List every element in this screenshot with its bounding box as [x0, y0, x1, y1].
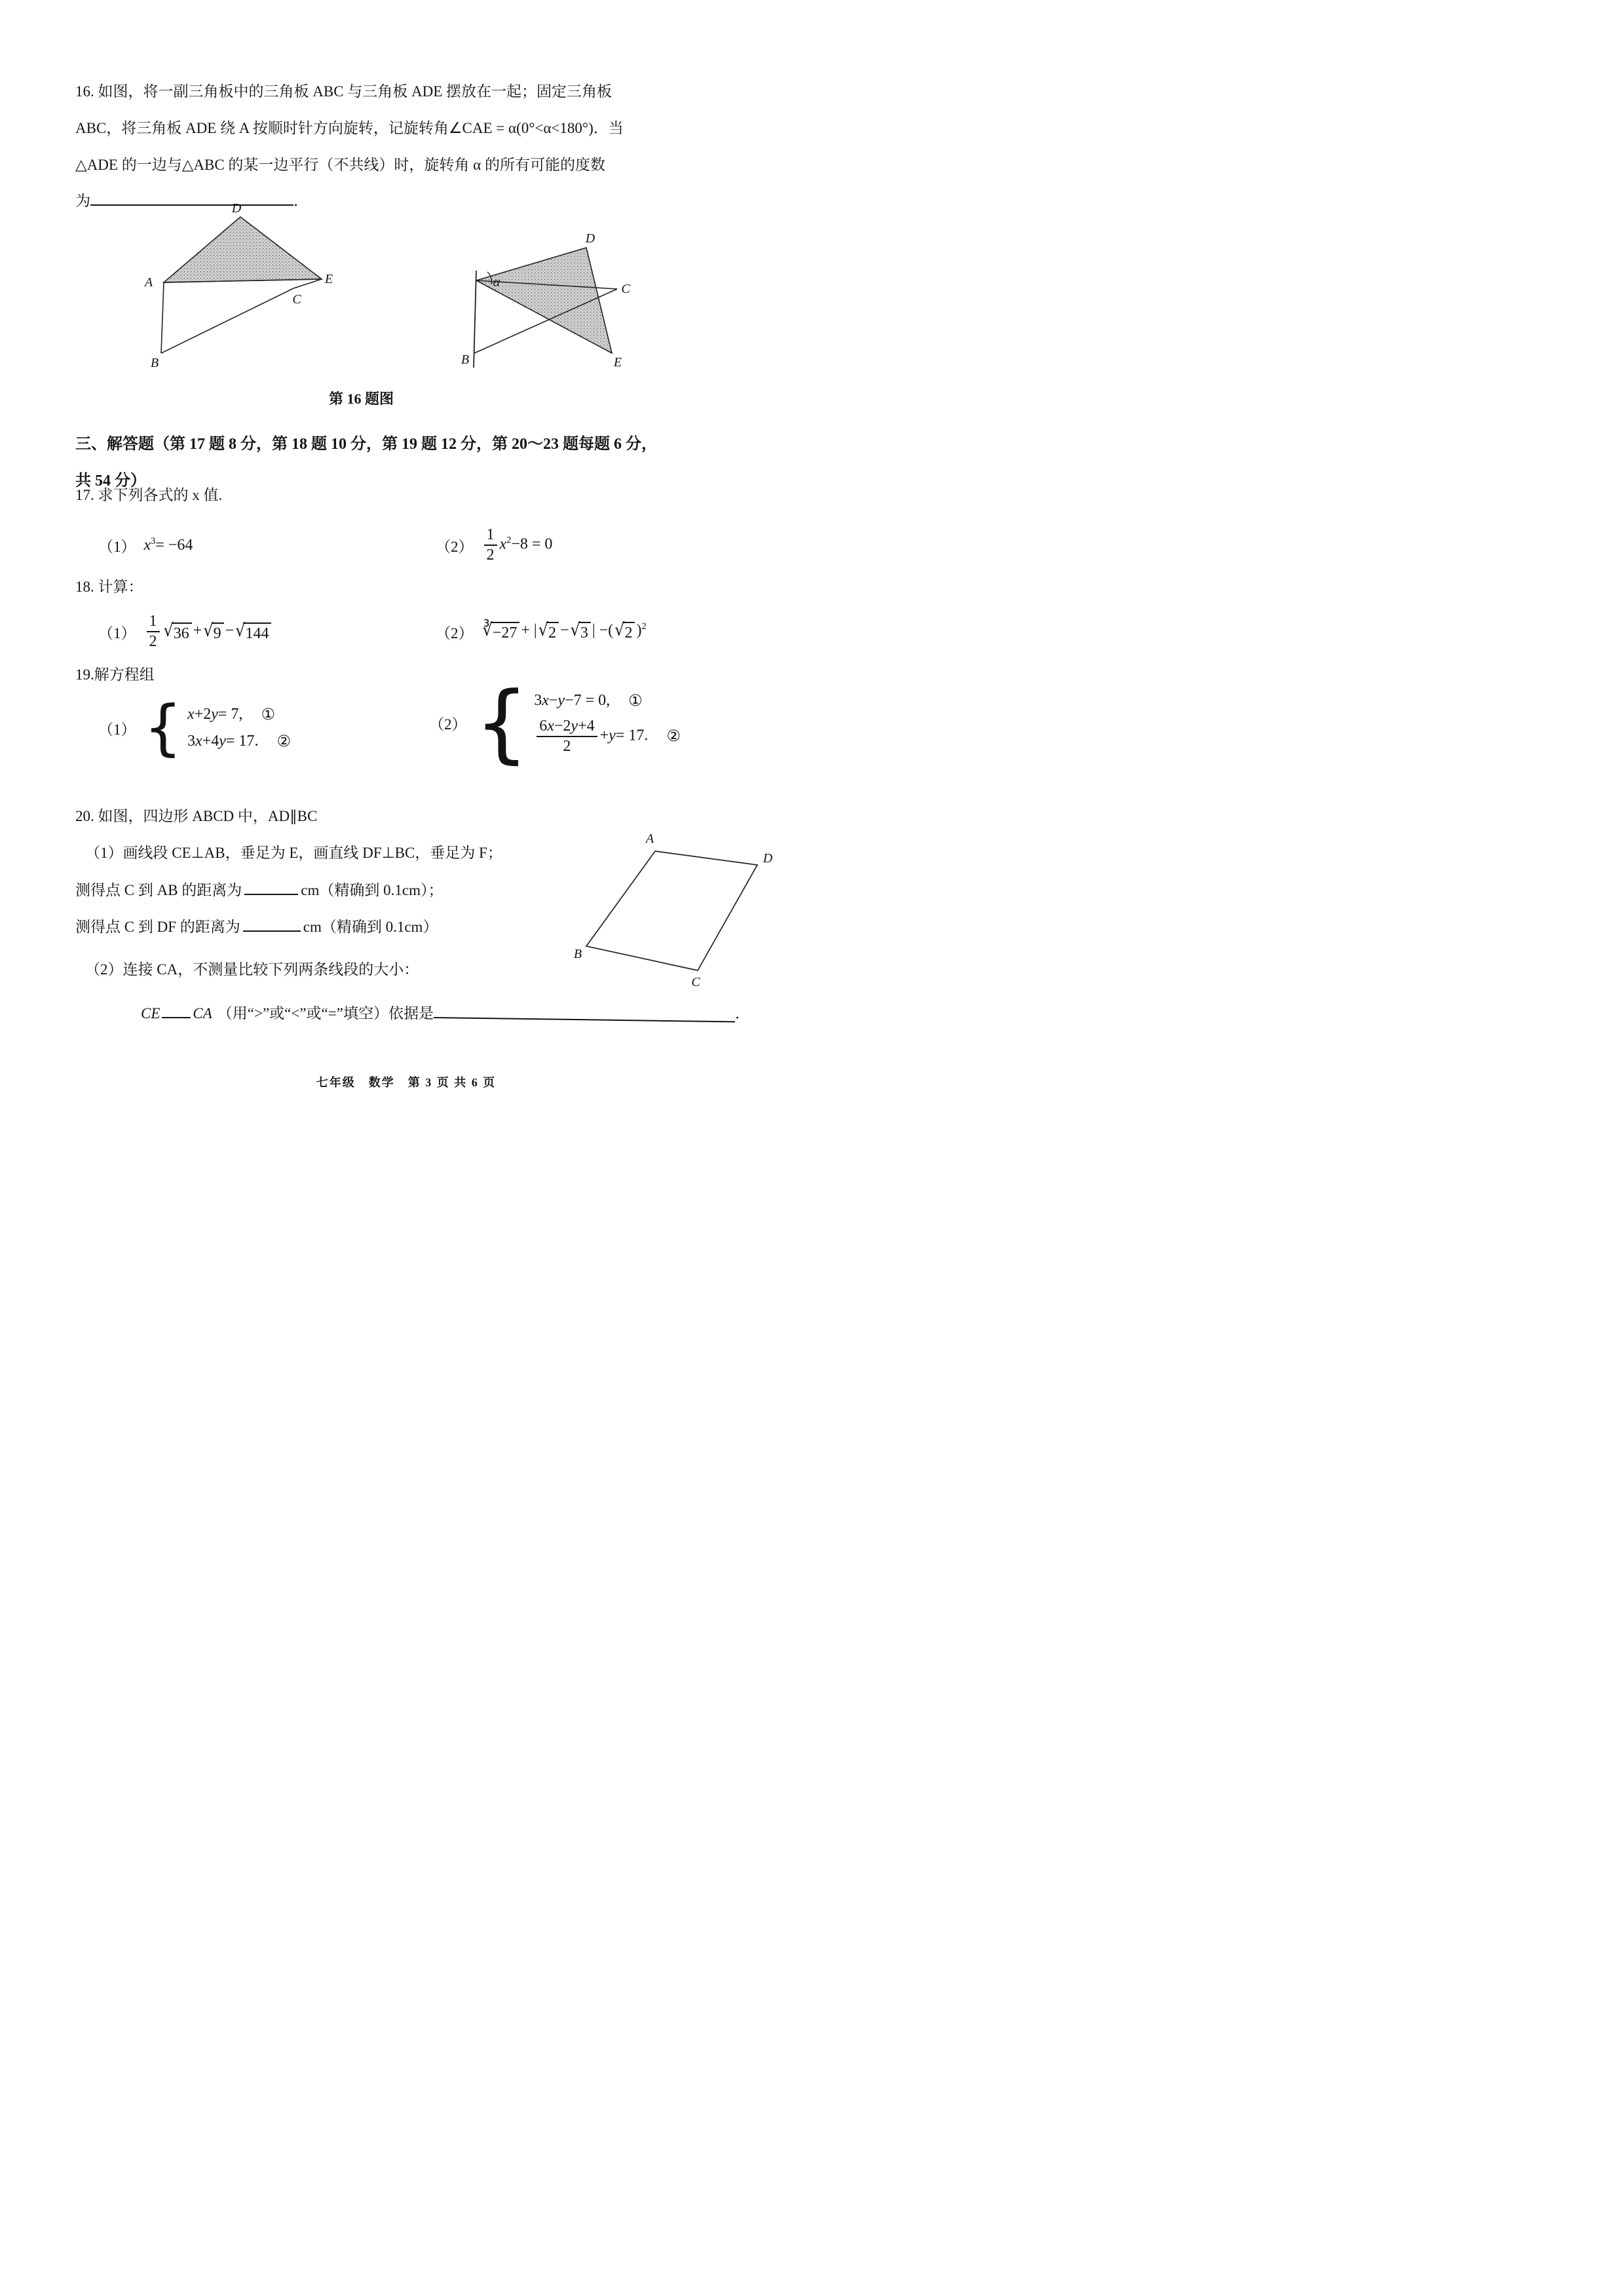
q20-blank-df — [243, 915, 301, 932]
q18-part-1-label: （1） — [98, 624, 136, 641]
fig1-label-e: E — [324, 272, 333, 286]
q16-line4-period: ． — [293, 193, 309, 210]
q20-line4-suffix: cm（精确到 0.1cm） — [303, 919, 438, 936]
exam-page — [0, 0, 812, 1148]
segment-ab — [161, 282, 164, 353]
q19-s1-tag-2: ② — [276, 733, 291, 751]
q17-part-1-label: （1） — [98, 538, 136, 555]
q19-system-2-brace: { — [474, 673, 529, 773]
shaded-triangle-ade — [164, 217, 322, 282]
q19-part-2-label: （2） — [429, 716, 467, 733]
q19-s1-eq-2: 3x+4y= 17. — [187, 733, 259, 750]
section-3-line-1: 三、解答题（第 17 题 8 分，第 18 题 10 分，第 19 题 12 分，第 20～23 题每题 6 分， — [75, 436, 657, 453]
fig2-label-e: E — [613, 355, 622, 370]
figure-q16-right — [452, 226, 639, 373]
q19-s2-row-1 — [534, 691, 681, 710]
q16-line4-prefix: 为 — [75, 193, 90, 210]
q19-system-1 — [98, 693, 291, 763]
q20-label-d: D — [763, 851, 773, 866]
q20-ce-label: CE — [141, 1005, 161, 1022]
quadrilateral-abdc-outline — [586, 851, 757, 970]
q19-s2-row-2 — [534, 718, 681, 755]
question-17-title: 17. 求下列各式的 x 值. — [75, 487, 223, 503]
segment-bc — [161, 288, 293, 353]
q19-system-2-rows — [534, 691, 681, 755]
q17-part-2-formula: $\frac{1}{2}$ $x^2-8 = 0$ — [482, 527, 553, 564]
question-19-title: 19.解方程组 — [75, 666, 155, 683]
q20-label-c: C — [691, 975, 700, 989]
q17-part-1 — [98, 522, 193, 569]
q19-part-1-label: （1） — [98, 721, 136, 738]
q16-line-3: △ADE 的一边与△ABC 的某一边平行（不共线）时，旋转角 α 的所有可能的度数 — [75, 157, 605, 173]
fig1-label-c: C — [292, 292, 301, 307]
q20-label-a: A — [645, 832, 654, 846]
q20-line6-period: ． — [735, 1005, 750, 1022]
q18-part-2-formula: ∛ −27 + | √ 2 − √ 3 | −( √ 2 )$^2$ — [482, 619, 647, 641]
q20-line3-prefix: 测得点 C 到 AB 的距离为 — [75, 882, 242, 899]
fig2-label-b: B — [461, 353, 470, 367]
figure-q16-left — [134, 202, 337, 372]
q20-compare-instruction: （用“>”或“<”或“=”填空）依据是 — [217, 1005, 434, 1022]
q18-part-1 — [98, 608, 273, 655]
q19-s2-tag-2: ② — [666, 728, 681, 746]
q20-sub-2: （2）连接 CA，不测量比较下列两条线段的大小： — [85, 961, 419, 978]
q18-part-1-formula: $\frac{1}{2}$ √ 36 + √ 9 − √ 144 — [144, 613, 273, 650]
question-16-text — [75, 73, 770, 183]
q20-compare-blank — [162, 1001, 191, 1018]
q18-part-2 — [436, 608, 647, 655]
q19-s1-row-2 — [187, 732, 291, 751]
figure-caption: 第 16 题图 — [329, 391, 394, 407]
q20-ca-label: CA — [193, 1005, 212, 1022]
q19-system-2 — [429, 673, 681, 773]
q18-part-2-label: （2） — [436, 624, 474, 641]
q17-part-1-formula: $x^3= -64$ — [143, 535, 193, 554]
q20-measure-ab-line — [75, 878, 444, 900]
q17-part-2 — [436, 522, 552, 569]
q19-system-1-rows — [187, 705, 291, 751]
figure-q20-quadrilateral — [563, 827, 780, 991]
q17-part-2-label: （2） — [436, 538, 474, 555]
page-footer: 七年级 数学 第 3 页 共 6 页 — [316, 1076, 497, 1089]
q16-line-1: 16. 如图，将一副三角板中的三角板 ABC 与三角板 ADE 摆放在一起；固定三角板 — [75, 83, 613, 100]
question-18-title: 18. 计算： — [75, 579, 143, 595]
section-3-line-2: 共 54 分） — [75, 472, 146, 489]
q16-line-2: ABC，将三角板 ADE 绕 A 按顺时针方向旋转，记旋转角∠CAE = α(0°<α<180°)．当 — [75, 120, 624, 136]
q20-label-b: B — [573, 947, 582, 961]
q20-measure-df-line — [75, 915, 438, 936]
q19-s1-row-1 — [187, 705, 291, 724]
q19-s2-eq-2: $\frac{6x-2y+4}{2}$ +y= 17. — [534, 718, 648, 755]
q20-sub-1: （1）画线段 CE⊥AB，垂足为 E，画直线 DF⊥BC，垂足为 F； — [85, 845, 502, 861]
q20-line4-prefix: 测得点 C 到 DF 的距离为 — [75, 919, 240, 936]
fig2-label-c: C — [621, 282, 630, 296]
q20-line3-suffix: cm（精确到 0.1cm）； — [301, 882, 444, 899]
q19-s1-eq-1: x+2y= 7, — [187, 706, 243, 723]
fig2-label-d: D — [585, 231, 595, 246]
q19-s1-tag-1: ① — [261, 706, 275, 724]
q20-reason-blank — [434, 1001, 735, 1023]
q20-blank-ab — [244, 878, 298, 895]
segment-ce — [293, 279, 322, 288]
q19-s2-eq-1: 3x−y−7 = 0, — [534, 691, 611, 709]
q20-compare-line — [141, 1001, 750, 1023]
question-20-title: 20. 如图，四边形 ABCD 中，AD∥BC — [75, 808, 318, 824]
fig2-label-alpha: α — [493, 275, 500, 290]
fig1-label-d: D — [231, 202, 242, 216]
fig1-label-a: A — [144, 275, 153, 290]
q19-system-1-brace: { — [143, 693, 183, 763]
fig1-label-b: B — [150, 356, 159, 370]
q19-s2-tag-1: ① — [628, 692, 643, 710]
